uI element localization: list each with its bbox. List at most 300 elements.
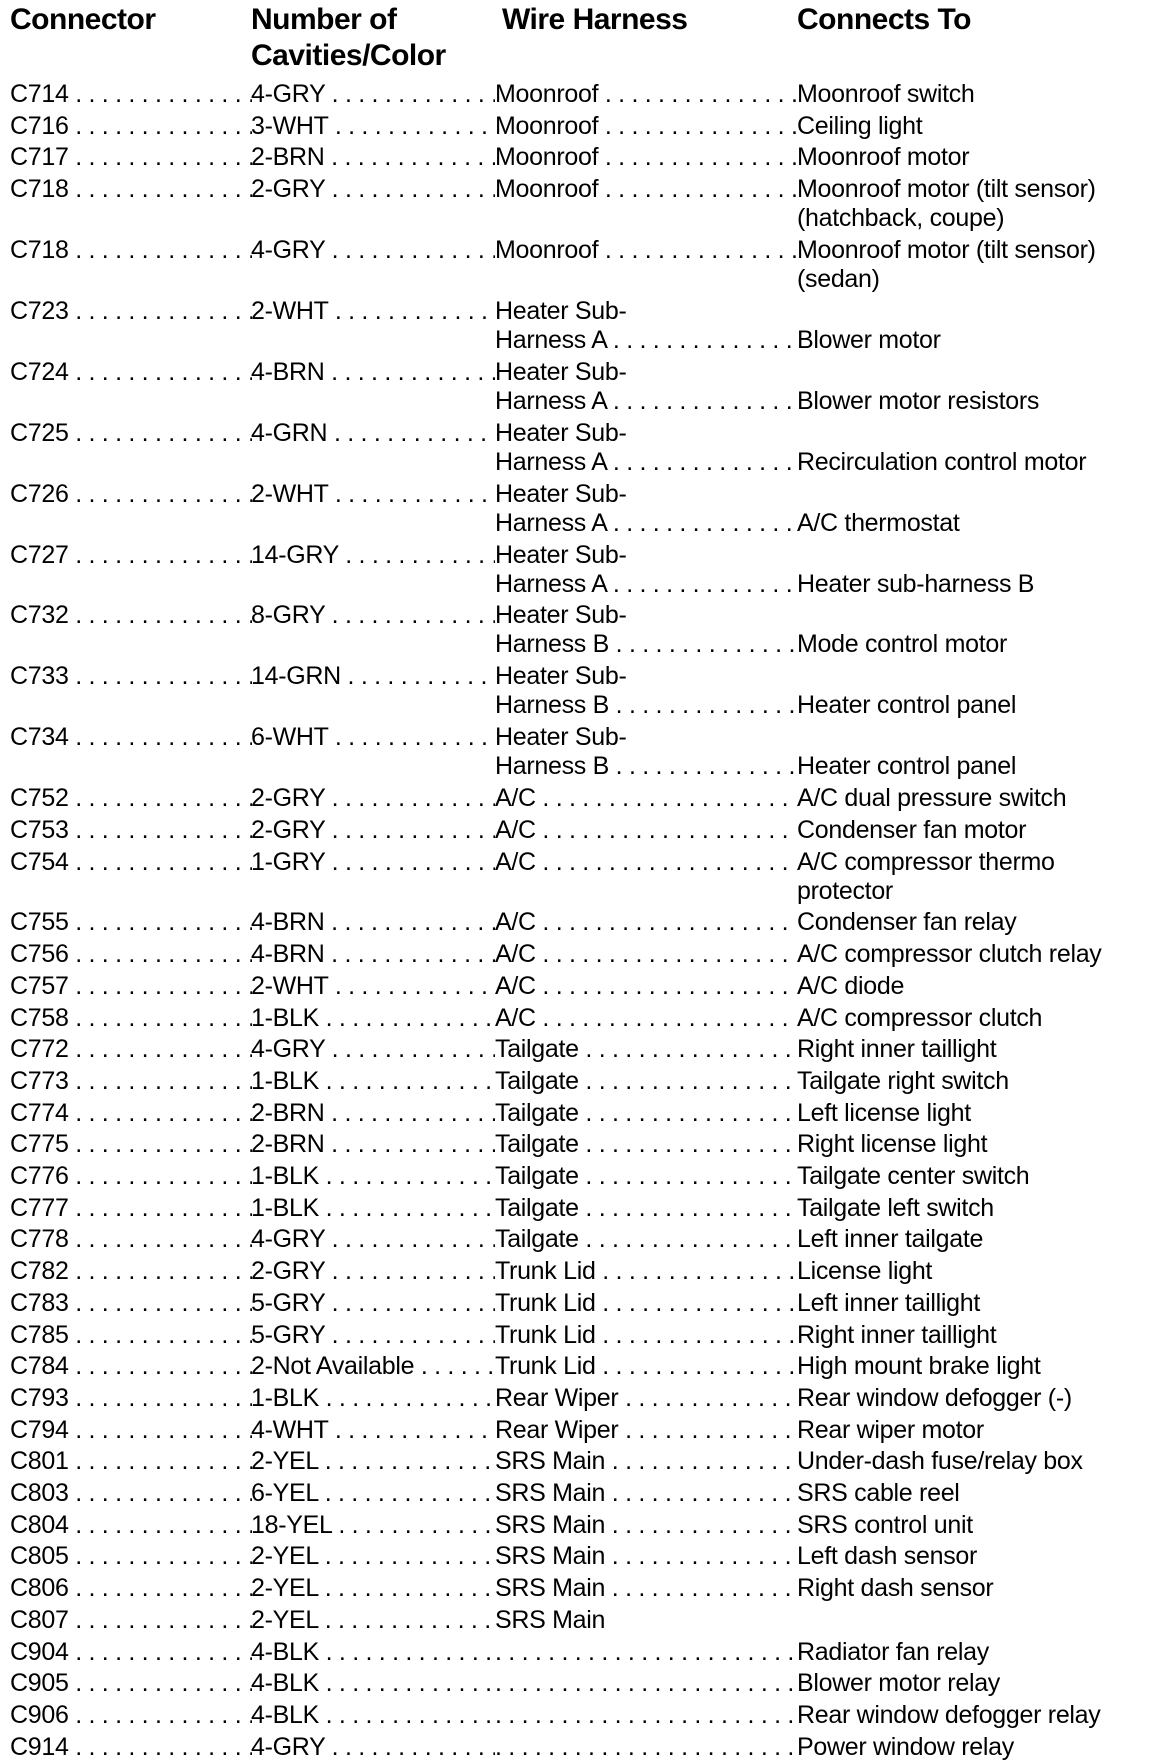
wire-harness — [495, 1638, 797, 1667]
connects-to — [797, 1733, 1147, 1762]
connects-to-line: Power window relay — [797, 1732, 1014, 1761]
connector-id: C785 . . . — [10, 1321, 252, 1350]
table-row — [0, 1352, 1152, 1381]
wire-harness — [495, 1225, 797, 1254]
connects-to — [797, 1606, 1147, 1635]
connects-to — [797, 784, 1147, 813]
cavities-color: 5-GRY . . . — [251, 1321, 495, 1350]
connects-to-line: Mode control motor — [797, 630, 1007, 659]
table-row — [0, 1511, 1152, 1540]
connector-id: C755 . . . — [10, 908, 252, 937]
wire-harness-line: Moonroof . . . — [495, 175, 797, 204]
wire-harness — [495, 1035, 797, 1064]
wire-harness-line: SRS Main . . . — [495, 1447, 797, 1476]
cavities-color: 4-GRY . . . — [251, 1035, 495, 1064]
table-row — [0, 1574, 1152, 1603]
wire-harness — [495, 1416, 797, 1445]
connects-to-line: Left license light — [797, 1098, 971, 1127]
connects-to-line: A/C compressor clutch — [797, 1003, 1043, 1032]
table-row — [0, 972, 1152, 1001]
cavities-color: 2-GRY . . . — [251, 816, 495, 845]
wire-harness-line: Rear Wiper . . . — [495, 1384, 797, 1413]
header-connects-to: Connects To — [797, 3, 971, 36]
connects-to-line: Moonroof motor (tilt sensor) — [797, 175, 1096, 204]
connector-id: C723 . . . — [10, 297, 252, 326]
connects-to — [797, 1638, 1147, 1667]
cavities-color: 2-YEL . . . — [251, 1574, 495, 1603]
cavities-color: 1-GRY . . . — [251, 848, 495, 877]
cavities-color: 6-YEL . . . — [251, 1479, 495, 1508]
table-row — [0, 1225, 1152, 1254]
wire-harness — [495, 1574, 797, 1603]
wire-harness — [495, 1162, 797, 1191]
connects-to — [797, 1225, 1147, 1254]
wire-harness — [495, 1289, 797, 1318]
wire-harness — [495, 1447, 797, 1476]
cavities-color: 2-GRY . . . — [251, 1257, 495, 1286]
connects-to-line: A/C thermostat — [797, 508, 960, 537]
connector-id: C806 . . . — [10, 1574, 252, 1603]
connects-to-line: Moonroof switch — [797, 80, 975, 108]
connects-to-line: Right license light — [797, 1130, 988, 1159]
connects-to — [797, 143, 1147, 172]
wire-harness-line: SRS Main . . . — [495, 1542, 797, 1571]
cavities-color: 2-BRN . . . — [251, 143, 495, 172]
wire-harness-line — [495, 1669, 797, 1698]
connector-id: C752 . . . — [10, 784, 252, 813]
connects-to-line — [797, 1606, 1147, 1635]
connects-to — [797, 1162, 1147, 1191]
wire-harness-line: Tailgate . . . — [495, 1035, 797, 1064]
connects-to — [797, 1384, 1147, 1413]
connects-to-line: SRS cable reel — [797, 1479, 960, 1507]
connects-to-line: Rear wiper motor — [797, 1415, 984, 1444]
connects-to — [797, 816, 1147, 845]
connects-to — [797, 908, 1147, 937]
wire-harness — [495, 143, 797, 172]
wire-harness-line: Harness B . . . — [495, 752, 797, 781]
wire-harness-line: Harness A . . . — [495, 448, 797, 477]
connects-to — [797, 236, 1147, 294]
wire-harness-line: Trunk Lid . . . — [495, 1257, 797, 1286]
connects-to-line: Radiator fan relay — [797, 1637, 989, 1666]
connects-to-line: Rear window defogger relay — [797, 1700, 1101, 1729]
connects-to — [797, 1067, 1147, 1096]
cavities-color: 4-GRY . . . — [251, 1225, 495, 1254]
connects-to-line: Under-dash fuse/relay box — [797, 1447, 1083, 1476]
connector-id: C724 . . . — [10, 358, 252, 387]
cavities-color: 2-WHT . . . — [251, 972, 495, 1001]
wire-harness-line: Moonroof . . . — [495, 112, 797, 141]
cavities-color: 4-GRY . . . — [251, 1733, 495, 1762]
wire-harness — [495, 1511, 797, 1540]
wire-harness-line: SRS Main . . . — [495, 1574, 797, 1603]
wire-harness — [495, 112, 797, 141]
connects-to — [797, 175, 1147, 233]
connects-to-line: (sedan) — [797, 265, 880, 293]
connects-to-line: Right inner taillight — [797, 1320, 997, 1349]
connects-to — [797, 1511, 1147, 1540]
connects-to — [797, 1004, 1147, 1033]
table-row — [0, 1447, 1152, 1476]
connects-to-line: Heater control panel — [797, 691, 1017, 720]
connector-id: C914 . . . — [10, 1733, 252, 1762]
cavities-color: 2-BRN . . . — [251, 1130, 495, 1159]
cavities-color: 2-BRN . . . — [251, 1099, 495, 1128]
table-row — [0, 1542, 1152, 1571]
wire-harness — [495, 848, 797, 877]
header-cavities-line2: Cavities/Color — [251, 39, 446, 72]
connects-to — [797, 1035, 1147, 1064]
connector-id: C782 . . . — [10, 1257, 252, 1286]
table-row — [0, 1004, 1152, 1033]
table-row — [0, 1099, 1152, 1128]
table-row — [0, 1416, 1152, 1445]
wire-harness-line: A/C . . . — [495, 972, 797, 1001]
connects-to-line: A/C compressor clutch relay — [797, 940, 1102, 969]
wire-harness-line: Tailgate . . . — [495, 1194, 797, 1223]
wire-harness — [495, 908, 797, 937]
connects-to-line: Condenser fan motor — [797, 815, 1027, 844]
table-row — [0, 662, 1152, 720]
connects-to-line: Blower motor resistors — [797, 386, 1040, 415]
table-row — [0, 1257, 1152, 1286]
connector-id: C756 . . . — [10, 940, 252, 969]
wire-harness-line: Trunk Lid . . . — [495, 1289, 797, 1318]
connects-to — [797, 112, 1147, 141]
table-row — [0, 1162, 1152, 1191]
table-row — [0, 1479, 1152, 1508]
wire-harness — [495, 1321, 797, 1350]
connects-to-line: Moonroof motor (tilt sensor) — [797, 236, 1096, 264]
connects-to-line: A/C compressor thermo — [797, 847, 1055, 876]
wire-harness-line: Harness A . . . — [495, 387, 797, 416]
connects-to-line: Recirculation control motor — [797, 447, 1087, 476]
connects-to — [797, 1574, 1147, 1603]
connects-to — [797, 1479, 1147, 1508]
wire-harness — [495, 662, 797, 720]
connects-to-line: Left inner tailgate — [797, 1225, 984, 1254]
connects-to — [797, 601, 1147, 659]
table-row — [0, 1638, 1152, 1667]
wire-harness-line: Heater Sub- — [495, 723, 627, 752]
cavities-color: 2-WHT . . . — [251, 297, 495, 326]
connector-id: C734 . . . — [10, 723, 252, 752]
connects-to — [797, 1130, 1147, 1159]
connects-to-line: SRS control unit — [797, 1510, 973, 1539]
cavities-color: 2-Not Available . . . — [251, 1352, 495, 1381]
connector-id: C904 . . . — [10, 1638, 252, 1667]
connects-to-line: Tailgate center switch — [797, 1162, 1030, 1190]
connects-to-line: Heater sub-harness B — [797, 569, 1035, 598]
connects-to-line: Right inner taillight — [797, 1035, 997, 1064]
connector-id: C777 . . . — [10, 1194, 252, 1223]
wire-harness-line: SRS Main . . . — [495, 1511, 797, 1540]
connector-id: C758 . . . — [10, 1004, 252, 1033]
cavities-color: 4-GRY . . . — [251, 236, 495, 265]
wire-harness-line: Tailgate . . . — [495, 1099, 797, 1128]
connects-to — [797, 541, 1147, 599]
wire-harness-line: Trunk Lid . . . — [495, 1321, 797, 1350]
connects-to — [797, 723, 1147, 781]
cavities-color: 2-WHT . . . — [251, 480, 495, 509]
connector-id: C718 . . . — [10, 236, 252, 265]
wire-harness-line: Harness A . . . — [495, 570, 797, 599]
connector-id: C772 . . . — [10, 1035, 252, 1064]
connects-to-line: Rear window defogger (-) — [797, 1383, 1072, 1412]
wire-harness — [495, 80, 797, 109]
table-row — [0, 80, 1152, 109]
wire-harness — [495, 297, 797, 355]
connector-id: C733 . . . — [10, 662, 252, 691]
cavities-color: 4-BRN . . . — [251, 358, 495, 387]
connects-to-line: A/C dual pressure switch — [797, 784, 1067, 813]
wire-harness-line: A/C . . . — [495, 1004, 797, 1033]
connects-to-line — [797, 723, 1147, 752]
cavities-color: 18-YEL . . . — [251, 1511, 495, 1540]
wire-harness-line: Moonroof . . . — [495, 236, 797, 265]
wire-harness — [495, 1352, 797, 1381]
wire-harness — [495, 1194, 797, 1223]
wire-harness-line: Harness B . . . — [495, 630, 797, 659]
connector-id: C905 . . . — [10, 1669, 252, 1698]
connector-id: C906 . . . — [10, 1701, 252, 1730]
connector-id: C784 . . . — [10, 1352, 252, 1381]
connector-id: C807 . . . — [10, 1606, 252, 1635]
connects-to — [797, 80, 1147, 109]
cavities-color: 4-BLK . . . — [251, 1638, 495, 1667]
connects-to-line: Condenser fan relay — [797, 908, 1017, 937]
cavities-color: 1-BLK . . . — [251, 1162, 495, 1191]
connector-id: C757 . . . — [10, 972, 252, 1001]
table-row — [0, 1289, 1152, 1318]
cavities-color: 1-BLK . . . — [251, 1194, 495, 1223]
cavities-color: 4-BRN . . . — [251, 908, 495, 937]
connects-to — [797, 1447, 1147, 1476]
wire-harness-line: Harness A . . . — [495, 509, 797, 538]
wire-harness-line: A/C . . . — [495, 784, 797, 813]
cavities-color: 5-GRY . . . — [251, 1289, 495, 1318]
connector-id: C793 . . . — [10, 1384, 252, 1413]
connector-id: C732 . . . — [10, 601, 252, 630]
table-row — [0, 1130, 1152, 1159]
wire-harness-line — [495, 1638, 797, 1667]
wire-harness-line: Tailgate . . . — [495, 1162, 797, 1191]
wire-harness-line: Heater Sub- — [495, 296, 627, 325]
connects-to — [797, 297, 1147, 355]
wire-harness-line: Heater Sub- — [495, 540, 627, 569]
cavities-color: 2-YEL . . . — [251, 1542, 495, 1571]
connector-id: C717 . . . — [10, 143, 252, 172]
wire-harness-line: Tailgate . . . — [495, 1067, 797, 1096]
connects-to — [797, 1289, 1147, 1318]
table-row — [0, 175, 1152, 233]
connects-to — [797, 1099, 1147, 1128]
table-row — [0, 601, 1152, 659]
wire-harness — [495, 541, 797, 599]
connector-id: C727 . . . — [10, 541, 252, 570]
wire-harness-line: Harness A . . . — [495, 326, 797, 355]
connects-to — [797, 972, 1147, 1001]
wire-harness-line: Harness B . . . — [495, 691, 797, 720]
connects-to — [797, 940, 1147, 969]
table-row — [0, 1067, 1152, 1096]
table-row — [0, 297, 1152, 355]
table-row — [0, 1194, 1152, 1223]
connector-id: C778 . . . — [10, 1225, 252, 1254]
wire-harness-line: Heater Sub- — [495, 418, 627, 447]
connects-to-line: Blower motor relay — [797, 1669, 1000, 1698]
wire-harness-line: SRS Main . . . — [495, 1479, 797, 1508]
table-row — [0, 908, 1152, 937]
wire-harness-line: SRS Main — [495, 1605, 606, 1634]
cavities-color: 6-WHT . . . — [251, 723, 495, 752]
wire-harness — [495, 1479, 797, 1508]
cavities-color: 4-BRN . . . — [251, 940, 495, 969]
connector-id: C805 . . . — [10, 1542, 252, 1571]
wire-harness — [495, 1067, 797, 1096]
wire-harness — [495, 1099, 797, 1128]
wire-harness — [495, 236, 797, 265]
table-row — [0, 358, 1152, 416]
header-cavities-line1: Number of — [251, 3, 397, 36]
connects-to-line — [797, 480, 1147, 509]
table-row — [0, 1701, 1152, 1730]
connector-id: C775 . . . — [10, 1130, 252, 1159]
wire-harness-line: Heater Sub- — [495, 479, 627, 508]
wire-harness — [495, 1542, 797, 1571]
wire-harness-line: A/C . . . — [495, 816, 797, 845]
connects-to-line — [797, 297, 1147, 326]
table-row — [0, 1035, 1152, 1064]
wire-harness-line: Trunk Lid . . . — [495, 1352, 797, 1381]
connects-to-line: Ceiling light — [797, 111, 923, 140]
connects-to — [797, 1194, 1147, 1223]
connects-to — [797, 1321, 1147, 1350]
wire-harness — [495, 175, 797, 204]
connects-to — [797, 1701, 1147, 1730]
connector-id: C716 . . . — [10, 112, 252, 141]
connects-to-line: Blower motor — [797, 325, 941, 354]
connects-to-line: Tailgate left switch — [797, 1193, 994, 1222]
cavities-color: 14-GRY . . . — [251, 541, 495, 570]
wire-harness — [495, 972, 797, 1001]
connector-id: C776 . . . — [10, 1162, 252, 1191]
table-row — [0, 848, 1152, 906]
cavities-color: 4-GRY . . . — [251, 80, 495, 109]
cavities-color: 4-BLK . . . — [251, 1701, 495, 1730]
connector-id: C714 . . . — [10, 80, 252, 109]
wire-harness — [495, 1606, 797, 1635]
wire-harness — [495, 1257, 797, 1286]
connector-id: C718 . . . — [10, 175, 252, 204]
cavities-color: 1-BLK . . . — [251, 1384, 495, 1413]
connects-to — [797, 419, 1147, 477]
table-row — [0, 1669, 1152, 1698]
connects-to — [797, 480, 1147, 538]
table-row — [0, 143, 1152, 172]
wire-harness-line: Heater Sub- — [495, 601, 627, 630]
table-row — [0, 419, 1152, 477]
wire-harness — [495, 358, 797, 416]
table-row — [0, 1384, 1152, 1413]
table-row — [0, 480, 1152, 538]
wire-harness-line: A/C . . . — [495, 908, 797, 937]
cavities-color: 14-GRN . . . — [251, 662, 495, 691]
table-row — [0, 1606, 1152, 1635]
table-row — [0, 816, 1152, 845]
connects-to-line: High mount brake light — [797, 1352, 1041, 1381]
cavities-color: 4-GRN . . . — [251, 419, 495, 448]
table-row — [0, 112, 1152, 141]
table-row — [0, 940, 1152, 969]
connector-id: C726 . . . — [10, 480, 252, 509]
connects-to-line: Right dash sensor — [797, 1574, 994, 1603]
wire-harness — [495, 1669, 797, 1698]
cavities-color: 4-BLK . . . — [251, 1669, 495, 1698]
header-connector: Connector — [10, 3, 156, 36]
connects-to-line — [797, 662, 1147, 691]
connects-to — [797, 1669, 1147, 1698]
connector-id: C783 . . . — [10, 1289, 252, 1318]
wire-harness — [495, 784, 797, 813]
wire-harness-line: Heater Sub- — [495, 662, 627, 691]
connects-to — [797, 848, 1147, 906]
wire-harness — [495, 816, 797, 845]
connects-to-line — [797, 601, 1147, 630]
connects-to-line: Heater control panel — [797, 752, 1017, 781]
table-row — [0, 723, 1152, 781]
wire-harness — [495, 480, 797, 538]
connector-id: C804 . . . — [10, 1511, 252, 1540]
table-row — [0, 1321, 1152, 1350]
connector-id: C753 . . . — [10, 816, 252, 845]
wire-harness-line: Moonroof . . . — [495, 143, 797, 172]
connects-to-line: protector — [797, 876, 893, 905]
cavities-color: 4-WHT . . . — [251, 1416, 495, 1445]
connects-to — [797, 358, 1147, 416]
cavities-color: 2-YEL . . . — [251, 1447, 495, 1476]
connects-to-line: Left dash sensor — [797, 1542, 978, 1571]
cavities-color: 3-WHT . . . — [251, 112, 495, 141]
connector-id: C774 . . . — [10, 1099, 252, 1128]
connector-id: C794 . . . — [10, 1416, 252, 1445]
table-row — [0, 541, 1152, 599]
cavities-color: 1-BLK . . . — [251, 1004, 495, 1033]
connects-to-line — [797, 419, 1147, 448]
connects-to-line: Tailgate right switch — [797, 1066, 1009, 1095]
connects-to-line — [797, 358, 1147, 387]
wire-harness-line: A/C . . . — [495, 940, 797, 969]
header-wire-harness: Wire Harness — [502, 3, 688, 36]
wire-harness-line: Heater Sub- — [495, 357, 627, 386]
cavities-color: 1-BLK . . . — [251, 1067, 495, 1096]
connects-to-line: (hatchback, coupe) — [797, 204, 1005, 233]
wire-harness — [495, 1004, 797, 1033]
cavities-color: 2-GRY . . . — [251, 175, 495, 204]
connector-id: C754 . . . — [10, 848, 252, 877]
cavities-color: 2-YEL . . . — [251, 1606, 495, 1635]
wire-harness-line: Moonroof . . . — [495, 80, 797, 109]
connector-id: C803 . . . — [10, 1479, 252, 1508]
wire-harness — [495, 1701, 797, 1730]
connects-to-line: A/C diode — [797, 971, 905, 1000]
wire-harness-line: Rear Wiper . . . — [495, 1416, 797, 1445]
wire-harness — [495, 940, 797, 969]
wire-harness-line: Tailgate . . . — [495, 1225, 797, 1254]
cavities-color: 8-GRY . . . — [251, 601, 495, 630]
table-row — [0, 1733, 1152, 1762]
